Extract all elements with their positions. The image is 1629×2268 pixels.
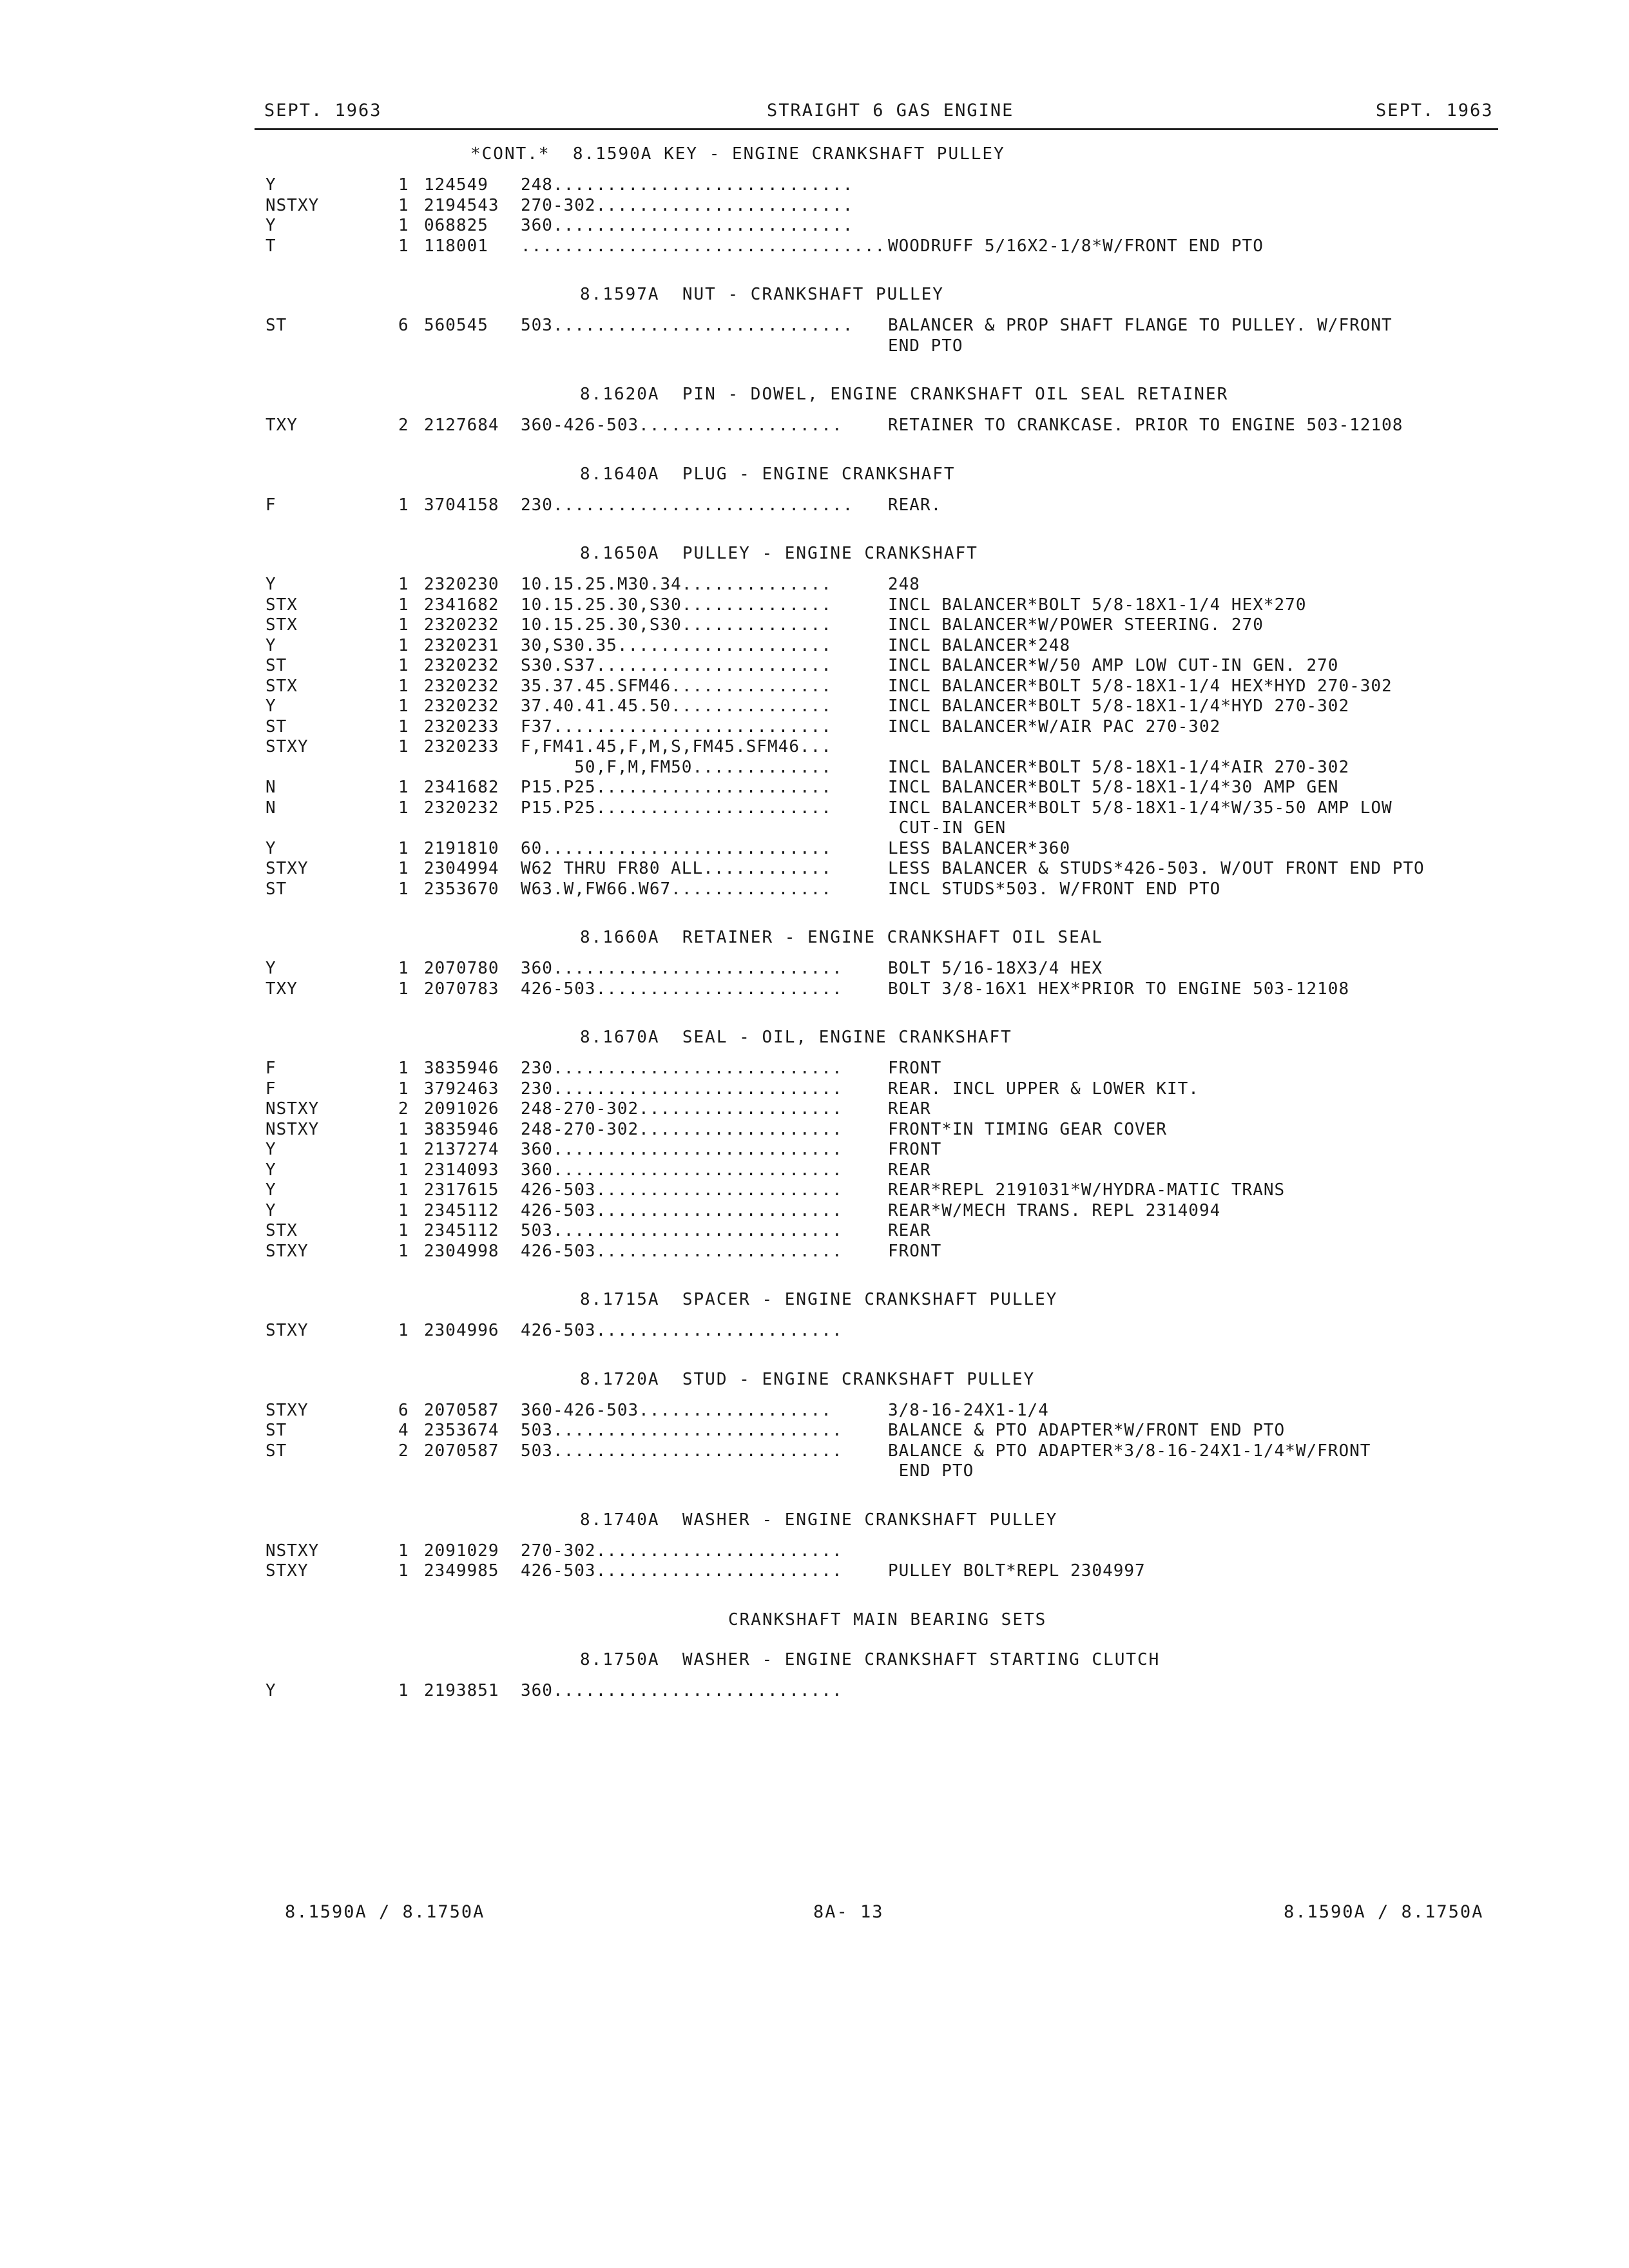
part-row <box>0 416 1629 436</box>
part-row <box>0 196 1629 216</box>
quantity: 1 <box>398 1140 409 1159</box>
part-number: 2320232 <box>424 656 499 675</box>
part-row <box>0 316 1629 336</box>
remark: INCL BALANCER*BOLT 5/8-18X1-1/4*HYD 270-302 <box>888 697 1350 716</box>
part-number: 560545 <box>424 316 488 335</box>
remark: WOODRUFF 5/16X2-1/8*W/FRONT END PTO <box>888 236 1264 256</box>
quantity: 1 <box>398 595 409 615</box>
part-number: 2070780 <box>424 959 499 978</box>
footer-page-number: 8A- 13 <box>813 1902 884 1922</box>
application: 270-302....................... <box>521 1541 843 1561</box>
remark: INCL STUDS*503. W/FRONT END PTO <box>888 879 1221 899</box>
quantity: 1 <box>398 656 409 675</box>
application: 30,S30.35.................... <box>521 635 832 655</box>
part-number: 2320232 <box>424 615 499 635</box>
part-number: 3835946 <box>424 1119 499 1139</box>
part-row <box>0 595 1629 616</box>
model-code: Y <box>265 575 276 594</box>
remark: INCL BALANCER*W/POWER STEERING. 270 <box>888 615 1264 635</box>
model-code: T <box>265 236 276 256</box>
part-number: 2304998 <box>424 1241 499 1261</box>
model-code: ST <box>265 1421 287 1440</box>
application: P15.P25...................... <box>521 778 832 797</box>
remark: CUT-IN GEN <box>888 818 1007 838</box>
application: 360........................... <box>521 1680 843 1700</box>
model-code: F <box>265 495 276 515</box>
model-code: STX <box>265 1221 298 1240</box>
section-title: 8.1715A SPACER - ENGINE CRANKSHAFT PULLEY <box>580 1290 1058 1309</box>
model-code: ST <box>265 716 287 736</box>
quantity: 1 <box>398 838 409 858</box>
part-number: 2320232 <box>424 697 499 716</box>
application: 360-426-503................... <box>521 416 843 435</box>
part-row <box>0 717 1629 738</box>
part-row <box>0 798 1629 819</box>
quantity: 1 <box>398 635 409 655</box>
model-code: NSTXY <box>265 1541 320 1561</box>
model-code: N <box>265 798 276 818</box>
part-row <box>0 1099 1629 1120</box>
section-title-row <box>0 1361 1629 1401</box>
part-row <box>0 677 1629 697</box>
model-code: STX <box>265 676 298 696</box>
section <box>0 456 1629 535</box>
section-title: *CONT.* 8.1590A KEY - ENGINE CRANKSHAFT PULLEY <box>470 144 1005 164</box>
application: 426-503....................... <box>521 1200 843 1220</box>
application: 360............................ <box>521 216 854 235</box>
remark: BALANCE & PTO ADAPTER*3/8-16-24X1-1/4*W/FRONT <box>888 1441 1371 1461</box>
header-rule <box>255 128 1498 130</box>
model-code: Y <box>265 175 276 195</box>
model-code: STX <box>265 615 298 635</box>
quantity: 1 <box>398 1059 409 1078</box>
part-row <box>0 818 1629 839</box>
remark: INCL BALANCER*W/50 AMP LOW CUT-IN GEN. 270 <box>888 656 1339 675</box>
part-row <box>0 495 1629 516</box>
model-code: ST <box>265 656 287 675</box>
quantity: 1 <box>398 1200 409 1220</box>
section-title-row <box>0 919 1629 959</box>
model-code: Y <box>265 959 276 978</box>
header-title: STRAIGHT 6 GAS ENGINE <box>767 101 1014 120</box>
remark: REAR*W/MECH TRANS. REPL 2314094 <box>888 1200 1221 1220</box>
quantity: 1 <box>398 879 409 899</box>
remark: END PTO <box>888 336 963 356</box>
application: 248-270-302................... <box>521 1099 843 1119</box>
quantity: 1 <box>398 979 409 999</box>
application: 426-503....................... <box>521 1180 843 1200</box>
part-number: 2070587 <box>424 1400 499 1420</box>
application: .................................. <box>521 236 886 256</box>
quantity: 1 <box>398 615 409 635</box>
part-number: 2127684 <box>424 416 499 435</box>
model-code: ST <box>265 1441 287 1461</box>
quantity: 1 <box>398 1119 409 1139</box>
application: 270-302........................ <box>521 195 854 215</box>
remark: BOLT 3/8-16X1 HEX*PRIOR TO ENGINE 503-12108 <box>888 979 1350 999</box>
model-code: ST <box>265 316 287 335</box>
remark: REAR. <box>888 495 942 515</box>
remark: FRONT <box>888 1241 942 1261</box>
quantity: 1 <box>398 195 409 215</box>
part-row <box>0 636 1629 657</box>
remark: REAR <box>888 1221 931 1240</box>
model-code: Y <box>265 1140 276 1159</box>
part-number: 2314093 <box>424 1160 499 1180</box>
part-number: 2304996 <box>424 1321 499 1340</box>
quantity: 1 <box>398 175 409 195</box>
part-number: 2353670 <box>424 879 499 899</box>
remark: BOLT 5/16-18X3/4 HEX <box>888 959 1103 978</box>
part-row <box>0 758 1629 778</box>
part-row <box>0 1421 1629 1441</box>
section-title: CRANKSHAFT MAIN BEARING SETS <box>728 1610 1047 1629</box>
part-number: 2070587 <box>424 1441 499 1461</box>
remark: INCL BALANCER*248 <box>888 635 1071 655</box>
part-row <box>0 959 1629 979</box>
model-code: Y <box>265 1680 276 1700</box>
quantity: 1 <box>398 1180 409 1200</box>
section <box>0 1361 1629 1501</box>
quantity: 1 <box>398 216 409 235</box>
quantity: 1 <box>398 1221 409 1240</box>
section-title: 8.1750A WASHER - ENGINE CRANKSHAFT STARTING CLUTCH <box>580 1649 1161 1669</box>
application: 426-503....................... <box>521 1561 843 1581</box>
part-row <box>0 175 1629 196</box>
part-number: 3704158 <box>424 495 499 515</box>
section <box>0 919 1629 1019</box>
part-row <box>0 1461 1629 1482</box>
part-row <box>0 1321 1629 1341</box>
quantity: 1 <box>398 1241 409 1261</box>
section-title: 8.1597A NUT - CRANKSHAFT PULLEY <box>580 285 944 304</box>
application: 50,F,M,FM50............. <box>521 757 832 777</box>
application: F,FM41.45,F,M,S,FM45.SFM46... <box>521 737 832 756</box>
application: 37.40.41.45.50............... <box>521 697 832 716</box>
quantity: 2 <box>398 416 409 435</box>
quantity: 6 <box>398 1400 409 1420</box>
part-row <box>0 1441 1629 1462</box>
model-code: Y <box>265 1180 276 1200</box>
part-number: 2341682 <box>424 778 499 797</box>
application: 360........................... <box>521 1160 843 1180</box>
part-number: 2070783 <box>424 979 499 999</box>
quantity: 2 <box>398 1441 409 1461</box>
part-row <box>0 859 1629 879</box>
part-number: 2193851 <box>424 1680 499 1700</box>
part-row <box>0 1541 1629 1562</box>
section-title-row <box>0 135 1629 175</box>
model-code: Y <box>265 635 276 655</box>
quantity: 2 <box>398 1099 409 1119</box>
section-title: 8.1740A WASHER - ENGINE CRANKSHAFT PULLEY <box>580 1510 1058 1530</box>
model-code: STXY <box>265 859 309 878</box>
header-date-right: SEPT. 1963 <box>1376 101 1494 120</box>
part-row <box>0 1221 1629 1242</box>
application: S30.S37...................... <box>521 656 832 675</box>
quantity: 1 <box>398 676 409 696</box>
quantity: 1 <box>398 737 409 756</box>
part-number: 2091026 <box>424 1099 499 1119</box>
quantity: 1 <box>398 778 409 797</box>
part-number: 2320233 <box>424 737 499 756</box>
part-row <box>0 236 1629 257</box>
section <box>0 1019 1629 1281</box>
part-number: 3792463 <box>424 1079 499 1099</box>
application: 360........................... <box>521 1140 843 1159</box>
application: 10.15.25.30,S30.............. <box>521 595 832 615</box>
quantity: 1 <box>398 495 409 515</box>
application: F37.......................... <box>521 716 832 736</box>
model-code: STXY <box>265 1561 309 1581</box>
part-row <box>0 1160 1629 1181</box>
model-code: STX <box>265 595 298 615</box>
remark: BALANCE & PTO ADAPTER*W/FRONT END PTO <box>888 1421 1286 1440</box>
application: W63.W,FW66.W67............... <box>521 879 832 899</box>
part-row <box>0 656 1629 677</box>
application: 10.15.25.30,S30.............. <box>521 615 832 635</box>
application: 60........................... <box>521 838 832 858</box>
part-row <box>0 615 1629 636</box>
section-title-row <box>0 1641 1629 1681</box>
quantity: 1 <box>398 959 409 978</box>
quantity: 1 <box>398 1079 409 1099</box>
section <box>0 276 1629 376</box>
model-code: ST <box>265 879 287 899</box>
application: 426-503....................... <box>521 1321 843 1340</box>
application: 230........................... <box>521 1059 843 1078</box>
part-row <box>0 879 1629 900</box>
application: 503........................... <box>521 1221 843 1240</box>
application: 426-503....................... <box>521 979 843 999</box>
quantity: 1 <box>398 716 409 736</box>
model-code: F <box>265 1059 276 1078</box>
model-code: NSTXY <box>265 1119 320 1139</box>
remark: REAR*REPL 2191031*W/HYDRA-MATIC TRANS <box>888 1180 1286 1200</box>
quantity: 1 <box>398 1680 409 1700</box>
footer-range-right: 8.1590A / 8.1750A <box>1284 1902 1484 1922</box>
quantity: 1 <box>398 1541 409 1561</box>
quantity: 1 <box>398 1561 409 1581</box>
remark: REAR <box>888 1099 931 1119</box>
part-row <box>0 1681 1629 1702</box>
application: P15.P25...................... <box>521 798 832 818</box>
section-title-row <box>0 1601 1629 1641</box>
part-number: 2349985 <box>424 1561 499 1581</box>
part-number: 2091029 <box>424 1541 499 1561</box>
part-row <box>0 1140 1629 1160</box>
part-number: 2194543 <box>424 195 499 215</box>
remark: REAR <box>888 1160 931 1180</box>
application: 503........................... <box>521 1441 843 1461</box>
model-code: Y <box>265 697 276 716</box>
section <box>0 1641 1629 1721</box>
application: 10.15.25.M30.34.............. <box>521 575 832 594</box>
remark: FRONT <box>888 1059 942 1078</box>
model-code: TXY <box>265 979 298 999</box>
model-code: STXY <box>265 1321 309 1340</box>
section-title-row <box>0 1501 1629 1541</box>
quantity: 1 <box>398 798 409 818</box>
application: 35.37.45.SFM46............... <box>521 676 832 696</box>
section <box>0 1501 1629 1601</box>
model-code: Y <box>265 1160 276 1180</box>
part-row <box>0 1120 1629 1140</box>
remark: PULLEY BOLT*REPL 2304997 <box>888 1561 1146 1581</box>
part-row <box>0 1401 1629 1421</box>
section <box>0 135 1629 276</box>
section-title-row <box>0 276 1629 316</box>
part-row <box>0 216 1629 236</box>
remark: INCL BALANCER*BOLT 5/8-18X1-1/4*AIR 270-302 <box>888 757 1350 777</box>
remark: INCL BALANCER*BOLT 5/8-18X1-1/4 HEX*270 <box>888 595 1307 615</box>
part-number: 2191810 <box>424 838 499 858</box>
remark: INCL BALANCER*BOLT 5/8-18X1-1/4*W/35-50 AMP LOW <box>888 798 1393 818</box>
part-number: 2320230 <box>424 575 499 594</box>
section <box>0 1281 1629 1361</box>
application: 503........................... <box>521 1421 843 1440</box>
part-row <box>0 979 1629 1000</box>
part-row <box>0 839 1629 860</box>
remark: REAR. INCL UPPER & LOWER KIT. <box>888 1079 1199 1099</box>
part-row <box>0 575 1629 595</box>
quantity: 4 <box>398 1421 409 1440</box>
remark: BALANCER & PROP SHAFT FLANGE TO PULLEY. W/FRONT <box>888 316 1393 335</box>
application: 503............................ <box>521 316 854 335</box>
remark: INCL BALANCER*BOLT 5/8-18X1-1/4 HEX*HYD 270-302 <box>888 676 1393 696</box>
model-code: STXY <box>265 1241 309 1261</box>
section-title-row <box>0 1019 1629 1059</box>
section-title: 8.1620A PIN - DOWEL, ENGINE CRANKSHAFT OIL SEAL RETAINER <box>580 385 1229 404</box>
remark: INCL BALANCER*BOLT 5/8-18X1-1/4*30 AMP GEN <box>888 778 1339 797</box>
application: 230............................ <box>521 495 854 515</box>
model-code: STXY <box>265 1400 309 1420</box>
section-title-row <box>0 456 1629 495</box>
part-number: 2320232 <box>424 798 499 818</box>
part-number: 2345112 <box>424 1221 499 1240</box>
part-number: 118001 <box>424 236 488 256</box>
model-code: STXY <box>265 737 309 756</box>
part-number: 2353674 <box>424 1421 499 1440</box>
section-title: 8.1660A RETAINER - ENGINE CRANKSHAFT OIL SEAL <box>580 928 1104 947</box>
remark: INCL BALANCER*W/AIR PAC 270-302 <box>888 716 1221 736</box>
part-row <box>0 1180 1629 1201</box>
remark: END PTO <box>888 1461 974 1481</box>
part-row <box>0 1242 1629 1262</box>
quantity: 1 <box>398 1321 409 1340</box>
remark: LESS BALANCER & STUDS*426-503. W/OUT FRONT END PTO <box>888 859 1425 878</box>
model-code: N <box>265 778 276 797</box>
remark: 3/8-16-24X1-1/4 <box>888 1400 1049 1420</box>
section <box>0 1601 1629 1641</box>
model-code: TXY <box>265 416 298 435</box>
part-row <box>0 778 1629 798</box>
part-number: 2345112 <box>424 1200 499 1220</box>
part-row <box>0 737 1629 758</box>
section-title-row <box>0 1281 1629 1321</box>
application: 248............................ <box>521 175 854 195</box>
remark: LESS BALANCER*360 <box>888 838 1071 858</box>
parts-list <box>0 135 1629 1720</box>
model-code: Y <box>265 1200 276 1220</box>
remark: FRONT <box>888 1140 942 1159</box>
model-code: NSTXY <box>265 1099 320 1119</box>
part-number: 2320233 <box>424 716 499 736</box>
part-number: 2320232 <box>424 676 499 696</box>
model-code: Y <box>265 838 276 858</box>
quantity: 1 <box>398 236 409 256</box>
remark: 248 <box>888 575 920 594</box>
remark: RETAINER TO CRANKCASE. PRIOR TO ENGINE 503-12108 <box>888 416 1403 435</box>
quantity: 1 <box>398 697 409 716</box>
application: 230........................... <box>521 1079 843 1099</box>
model-code: F <box>265 1079 276 1099</box>
part-number: 2341682 <box>424 595 499 615</box>
application: 426-503....................... <box>521 1241 843 1261</box>
part-row <box>0 697 1629 717</box>
part-number: 3835946 <box>424 1059 499 1078</box>
part-number: 2137274 <box>424 1140 499 1159</box>
section-title: 8.1720A STUD - ENGINE CRANKSHAFT PULLEY <box>580 1369 1036 1389</box>
application: 360-426-503.................. <box>521 1400 832 1420</box>
part-row <box>0 1201 1629 1222</box>
quantity: 1 <box>398 859 409 878</box>
part-number: 2304994 <box>424 859 499 878</box>
quantity: 1 <box>398 1160 409 1180</box>
part-number: 2320231 <box>424 635 499 655</box>
part-number: 2317615 <box>424 1180 499 1200</box>
part-number: 124549 <box>424 175 488 195</box>
model-code: Y <box>265 216 276 235</box>
part-row <box>0 1561 1629 1582</box>
quantity: 6 <box>398 316 409 335</box>
part-row <box>0 1079 1629 1100</box>
application: W62 THRU FR80 ALL............ <box>521 859 832 878</box>
part-number: 068825 <box>424 216 488 235</box>
part-row <box>0 1059 1629 1079</box>
section <box>0 376 1629 456</box>
application: 360........................... <box>521 959 843 978</box>
footer-range-left: 8.1590A / 8.1750A <box>285 1902 485 1922</box>
section-title: 8.1640A PLUG - ENGINE CRANKSHAFT <box>580 464 956 484</box>
remark: FRONT*IN TIMING GEAR COVER <box>888 1119 1167 1139</box>
section-title-row <box>0 376 1629 416</box>
model-code: NSTXY <box>265 195 320 215</box>
section <box>0 535 1629 919</box>
section-title-row <box>0 535 1629 575</box>
quantity: 1 <box>398 575 409 594</box>
part-row <box>0 336 1629 357</box>
section-title: 8.1650A PULLEY - ENGINE CRANKSHAFT <box>580 544 978 563</box>
application: 248-270-302................... <box>521 1119 843 1139</box>
header-date-left: SEPT. 1963 <box>264 101 382 120</box>
section-title: 8.1670A SEAL - OIL, ENGINE CRANKSHAFT <box>580 1028 1012 1047</box>
